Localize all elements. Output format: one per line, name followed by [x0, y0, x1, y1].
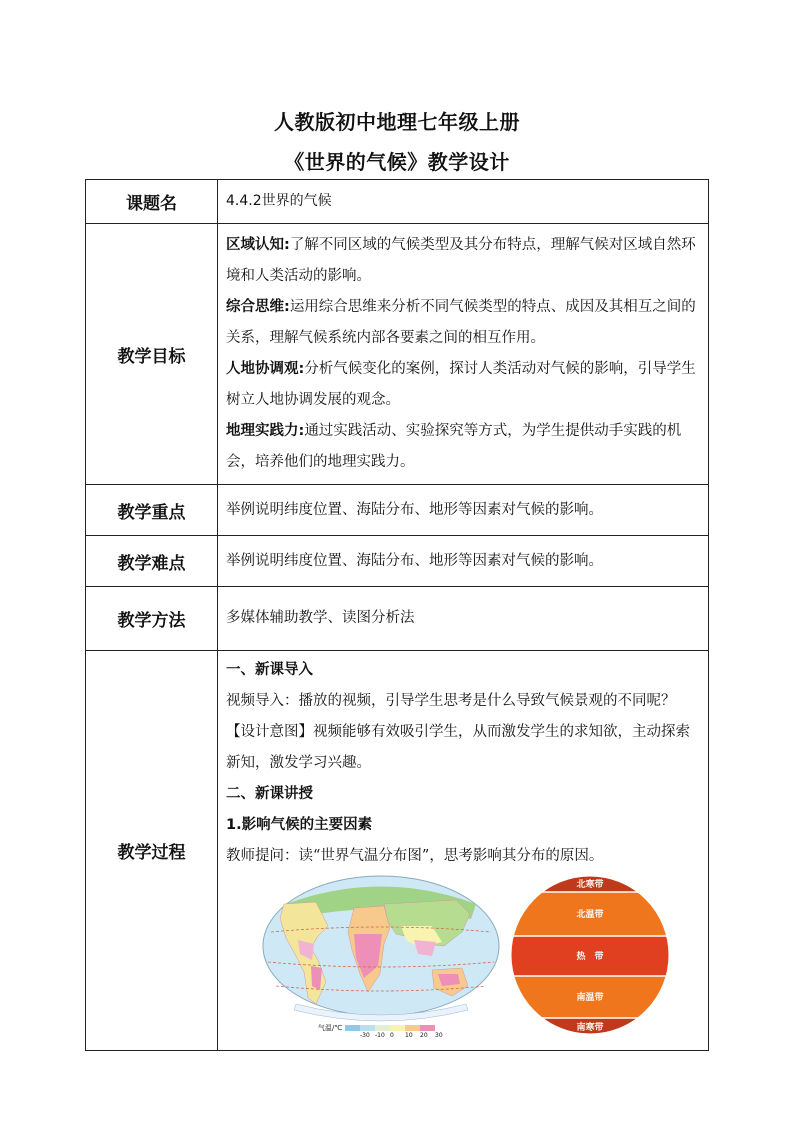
design-intent: 【设计意图】视频能够有效吸引学生，从而激发学生的求知欲，主动探索新知，激发学习兴趣。 — [226, 724, 690, 771]
goal-text: 通过实践活动、实验探究等方式，为学生提供动手实践的机会，培养他们的地理实践力。 — [226, 423, 682, 470]
legend-swatch — [390, 1025, 405, 1031]
row-label-process: 教学过程 — [86, 651, 218, 1051]
row-label-key-points: 教学重点 — [86, 485, 218, 536]
methods-value: 多媒体辅助教学、读图分析法 — [218, 587, 709, 651]
row-label-methods: 教学方法 — [86, 587, 218, 651]
row-label-goals: 教学目标 — [86, 224, 218, 485]
figures-area — [226, 874, 701, 1044]
goals-content — [218, 224, 709, 485]
legend-swatch — [405, 1025, 420, 1031]
zone-label-tropical: 热 带 — [576, 952, 604, 962]
table-row-difficulties — [86, 536, 709, 587]
world-temperature-map — [256, 874, 506, 1039]
temperature-zones-diagram — [510, 874, 670, 1036]
legend-value: -10 — [375, 1032, 385, 1039]
goal-item — [226, 354, 701, 416]
goal-text: 分析气候变化的案例，探讨人类活动对气候的影响，引导学生树立人地协调发展的观念。 — [226, 361, 696, 408]
goal-item — [226, 416, 701, 478]
world-map-image — [256, 874, 506, 1039]
difficulties-value: 举例说明纬度位置、海陆分布、地形等因素对气候的影响。 — [218, 536, 709, 587]
map-legend-scale — [345, 1025, 435, 1031]
legend-value: 20 — [420, 1032, 428, 1039]
legend-swatch — [375, 1025, 390, 1031]
goal-item — [226, 292, 701, 354]
goal-term: 区域认知: — [226, 237, 290, 253]
legend-value: 10 — [405, 1032, 413, 1039]
table-row-topic — [86, 180, 709, 224]
key-points-value: 举例说明纬度位置、海陆分布、地形等因素对气候的影响。 — [218, 485, 709, 536]
goal-term: 综合思维: — [226, 299, 290, 315]
zone-label-south-temperate: 南温带 — [576, 993, 604, 1003]
legend-swatch — [420, 1025, 435, 1031]
document-title: 人教版初中地理七年级上册 — [274, 110, 520, 134]
row-label-topic: 课题名 — [86, 180, 218, 224]
zone-label-north-temperate: 北温带 — [576, 910, 604, 920]
legend-swatch — [345, 1025, 360, 1031]
table-row-goals — [86, 224, 709, 485]
goal-text: 运用综合思维来分析不同气候类型的特点、成因及其相互之间的关系，理解气候系统内部各要素之间的相互作用。 — [226, 299, 696, 346]
lesson-plan-table — [85, 179, 709, 1051]
goal-term: 人地协调观: — [226, 361, 305, 377]
legend-value: -30 — [360, 1032, 370, 1039]
process-content — [218, 651, 709, 1051]
document-subtitle: 《世界的气候》教学设计 — [284, 150, 510, 174]
goal-text: 了解不同区域的气候类型及其分布特点，理解气候对区域自然环境和人类活动的影响。 — [226, 237, 696, 284]
section-heading: 一、新课导入 — [226, 662, 313, 678]
table-row-methods — [86, 587, 709, 651]
temperature-zones-image — [510, 874, 670, 1036]
legend-value: 30 — [435, 1032, 443, 1039]
row-label-difficulties: 教学难点 — [86, 536, 218, 587]
goal-term: 地理实践力: — [226, 423, 305, 439]
zone-label-south-frigid: 南寒带 — [576, 1023, 604, 1033]
goal-item — [226, 230, 701, 292]
map-legend — [318, 1024, 435, 1032]
zone-label-north-frigid: 北寒带 — [576, 880, 604, 890]
table-row-key-points — [86, 485, 709, 536]
map-legend-label: 气温/℃ — [318, 1024, 343, 1032]
topic-value: 4.4.2世界的气候 — [218, 180, 709, 224]
legend-swatch — [360, 1025, 375, 1031]
section-heading: 二、新课讲授 — [226, 786, 313, 802]
subsection-heading: 1.影响气候的主要因素 — [226, 817, 373, 833]
map-legend-values — [360, 1032, 450, 1039]
legend-value: 0 — [390, 1032, 394, 1039]
table-row-process — [86, 651, 709, 1051]
teacher-question: 教师提问：读“世界气温分布图”，思考影响其分布的原因。 — [226, 848, 604, 864]
intro-text: 视频导入：播放的视频，引导学生思考是什么导致气候景观的不同呢？ — [226, 693, 676, 709]
